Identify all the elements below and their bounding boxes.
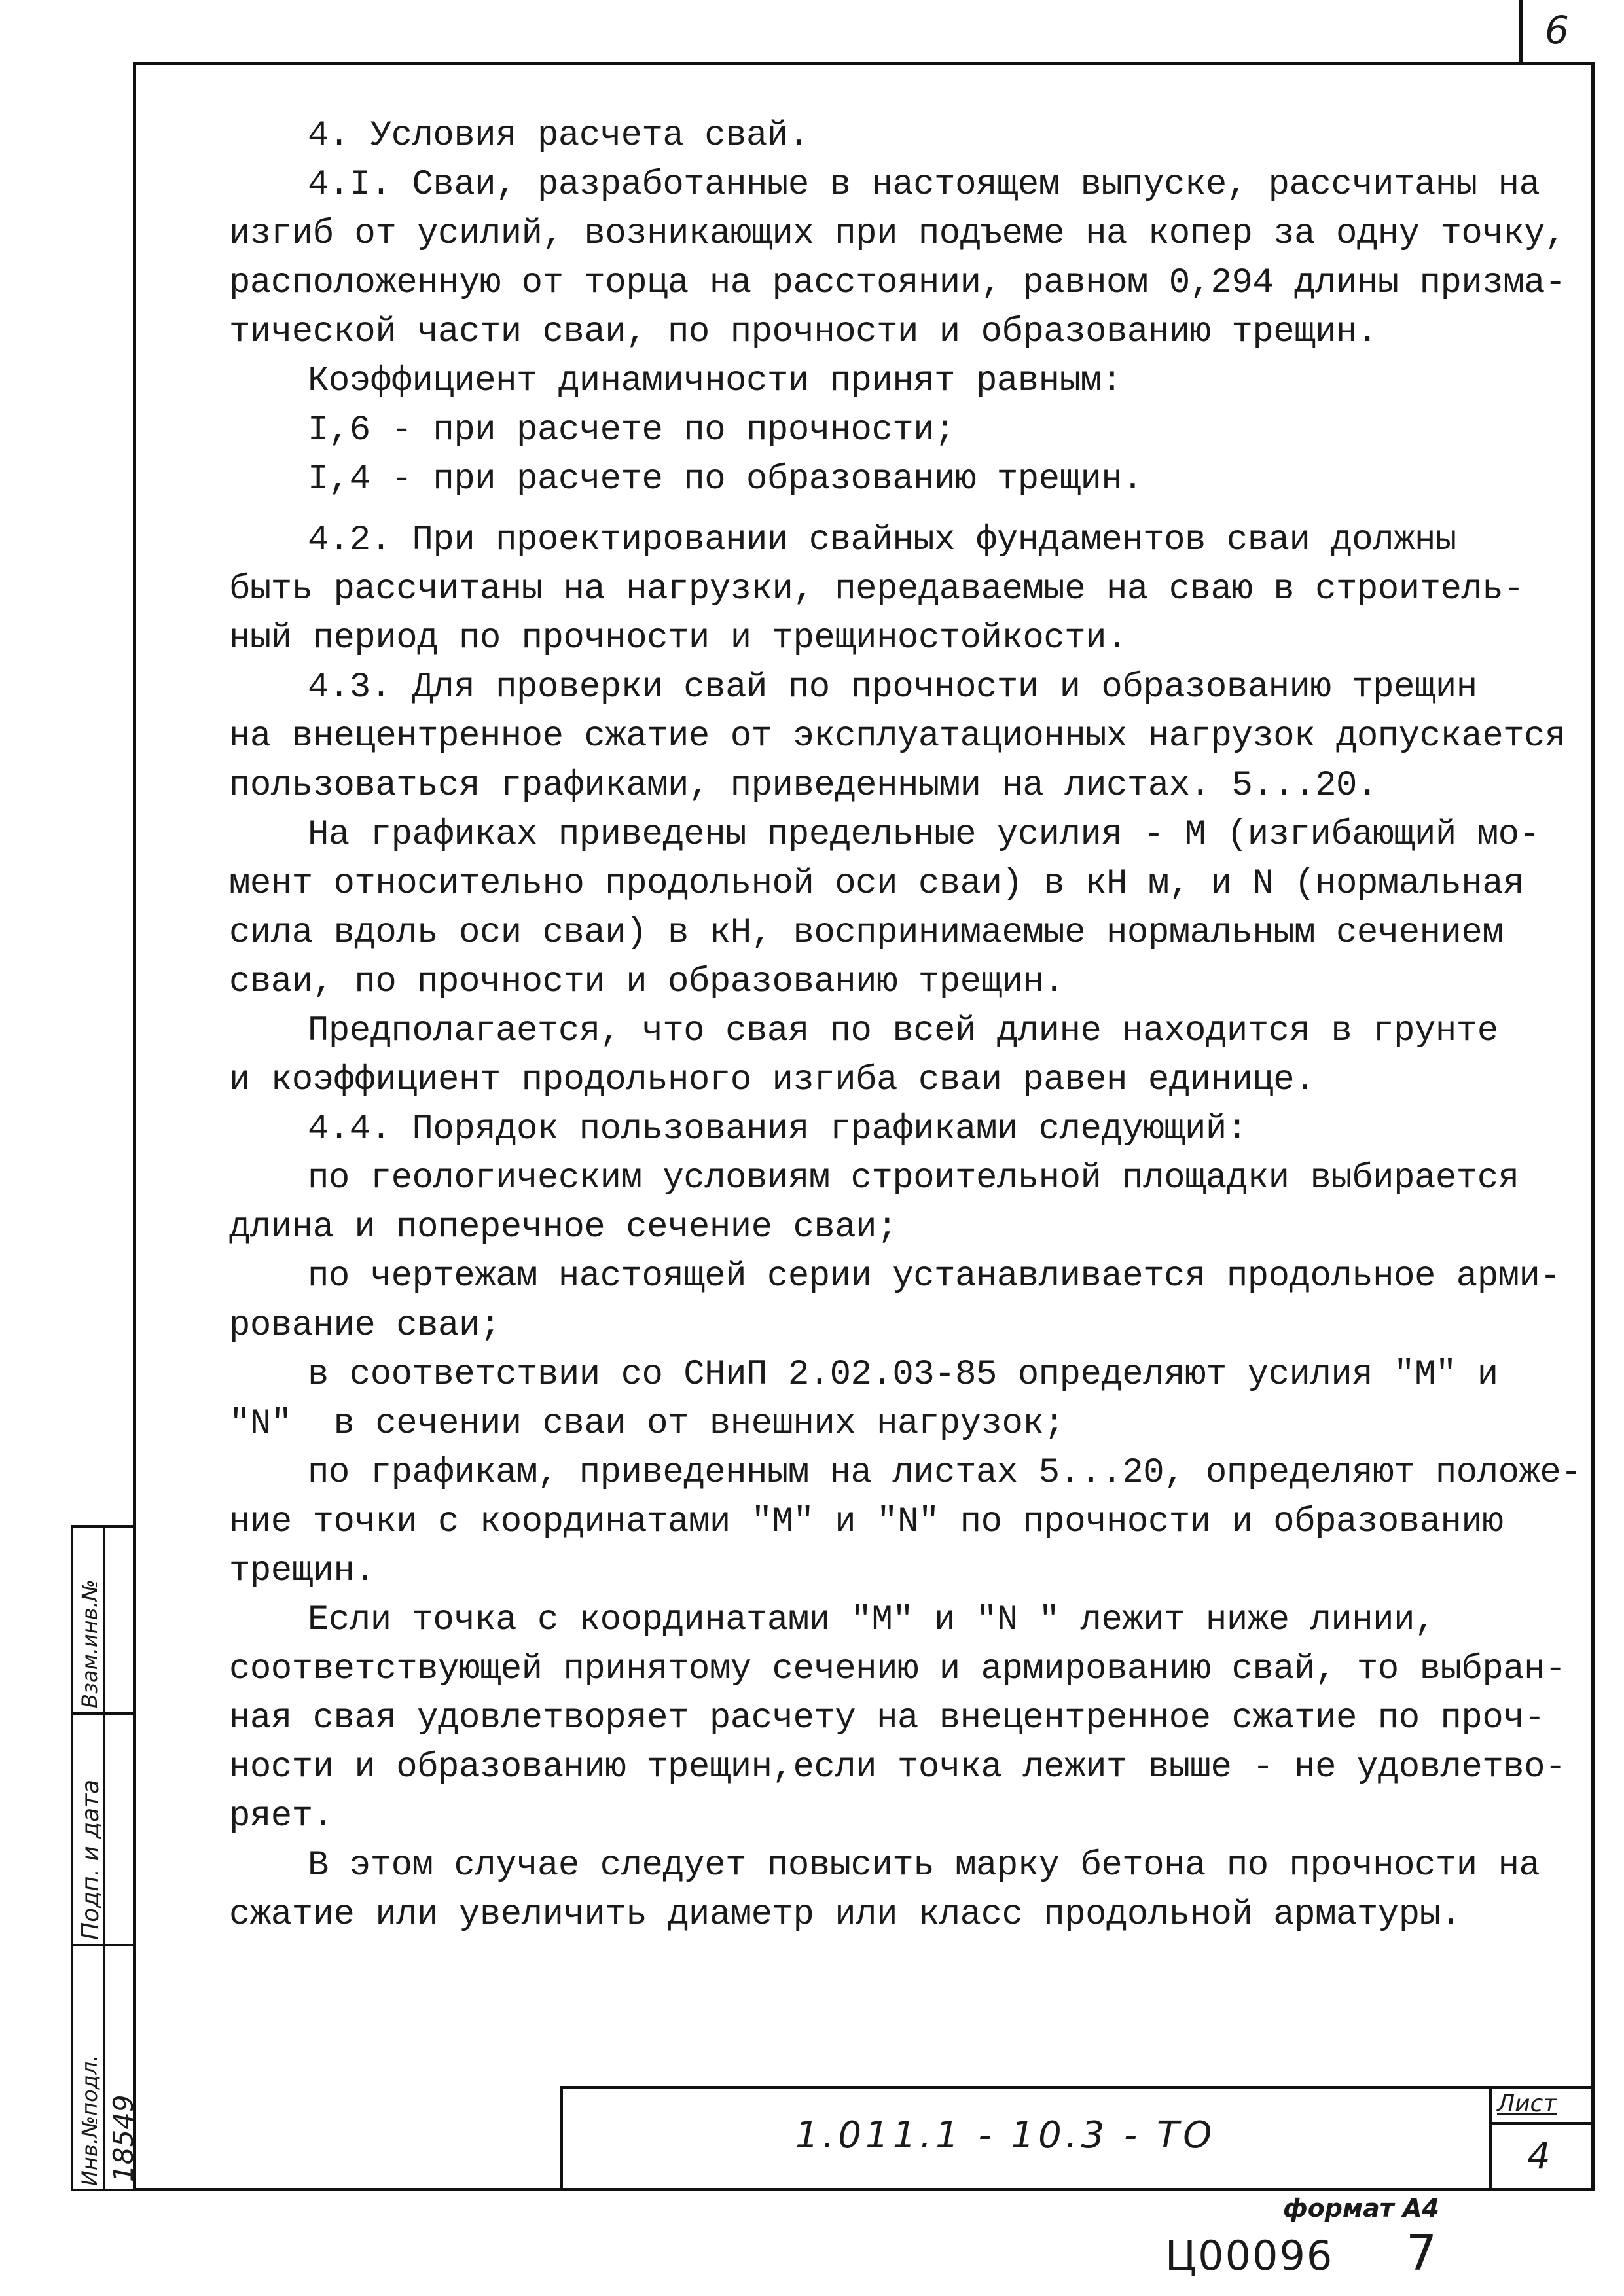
- text-line: ности и образованию трещин,если точка лежит выше - не удовлетво-: [229, 1748, 1566, 1787]
- text-line: I,4 - при расчете по образованию трещин.: [308, 459, 1144, 499]
- text-line: I,6 - при расчете по прочности;: [308, 410, 956, 450]
- text-line: соответствующей принятому сечению и армированию свай, то выбран-: [229, 1649, 1566, 1689]
- replace-inv-label: Взам.инв.№: [77, 1579, 102, 1708]
- text-line: сваи, по прочности и образованию трещин.: [229, 962, 1065, 1002]
- text-line: по геологическим условиям строительной площадки выбирается: [308, 1158, 1519, 1198]
- stamp-row-divider: [73, 1944, 133, 1946]
- sheet-label: Лист: [1497, 2090, 1557, 2117]
- title-block-divider: [1489, 2089, 1492, 2191]
- text-line: 4. Условия расчета свай.: [308, 116, 809, 156]
- text-line: пользоваться графиками, приведенными на листах. 5...20.: [229, 766, 1378, 806]
- text-line: по чертежам настоящей серии устанавливается продольное арми-: [308, 1257, 1561, 1297]
- text-line: На графиках приведены предельные усилия - М (изгибающий мо-: [308, 815, 1540, 855]
- title-block-divider: [560, 2089, 563, 2191]
- archive-page-number: 7: [1406, 2225, 1437, 2282]
- text-line: "N" в сечении сваи от внешних нагрузок;: [229, 1404, 1065, 1444]
- text-line: сила вдоль оси сваи) в кН, воспринимаемые нормальным сечением: [229, 913, 1504, 953]
- text-line: тической части сваи, по прочности и образованию трещин.: [229, 312, 1378, 352]
- text-line: расположенную от торца на расстоянии, равном 0,294 длины призма-: [229, 263, 1566, 303]
- text-line: 4.3. Для проверки свай по прочности и образованию трещин: [308, 668, 1477, 708]
- text-line: ние точки с координатами "М" и "N" по прочности и образованию: [229, 1502, 1504, 1542]
- text-line: 4.I. Сваи, разработанные в настоящем выпуске, рассчитаны на: [308, 165, 1540, 205]
- format-label: формат А4: [1283, 2194, 1439, 2223]
- title-block: [560, 2086, 1595, 2191]
- corner-sheet-number: 6: [1545, 8, 1569, 52]
- text-line: длина и поперечное сечение сваи;: [229, 1208, 897, 1247]
- text-line: в соответствии со СНиП 2.02.03-85 определяют усилия "М" и: [308, 1355, 1498, 1395]
- text-line: ряет.: [229, 1797, 334, 1837]
- text-line: сжатие или увеличить диаметр или класс продольной арматуры.: [229, 1895, 1462, 1935]
- text-line: на внецентренное сжатие от эксплуатационных нагрузок допускается: [229, 717, 1566, 757]
- text-line: трещин.: [229, 1551, 376, 1591]
- text-line: 4.2. При проектировании свайных фундаментов сваи должны: [308, 520, 1456, 560]
- inv-no-value: 18549: [107, 2094, 139, 2182]
- document-code: 1.011.1 - 10.3 - ТО: [795, 2114, 1216, 2157]
- text-line: ная свая удовлетворяет расчету на внецентренное сжатие по проч-: [229, 1698, 1545, 1738]
- left-stamp-column: [71, 1525, 139, 2191]
- text-line: рование сваи;: [229, 1306, 501, 1346]
- text-line: изгиб от усилий, возникающих при подъеме на копер за одну точку,: [229, 214, 1566, 254]
- text-line: 4.4. Порядок пользования графиками следующий:: [308, 1109, 1248, 1149]
- archive-number: Ц00096: [1165, 2232, 1334, 2280]
- text-line: по графикам, приведенным на листах 5...20, определяют положе-: [308, 1453, 1582, 1493]
- text-line: и коэффициент продольного изгиба сваи равен единице.: [229, 1060, 1316, 1100]
- title-block-divider: [1489, 2122, 1595, 2125]
- stamp-row-divider: [73, 1712, 133, 1715]
- text-line: мент относительно продольной оси сваи) в кН м, и N (нормальная: [229, 864, 1525, 904]
- text-line: Если точка с координатами "М" и "N " лежит ниже линии,: [308, 1600, 1435, 1640]
- text-line: ный период по прочности и трещиностойкости.: [229, 619, 1127, 658]
- document-body: [229, 111, 1582, 1939]
- text-line: Коэффициент динамичности принят равным:: [308, 361, 1123, 401]
- text-line: Предполагается, что свая по всей длине находится в грунте: [308, 1011, 1498, 1051]
- sign-date-label: Подп. и дата: [77, 1779, 104, 1940]
- text-line: В этом случае следует повысить марку бетона по прочности на: [308, 1846, 1540, 1886]
- inv-no-label: Инв.№подл.: [77, 2054, 102, 2186]
- sheet-number: 4: [1527, 2135, 1551, 2178]
- corner-divider: [1519, 0, 1523, 62]
- text-line: быть рассчитаны на нагрузки, передаваемые на сваю в строитель-: [229, 569, 1525, 609]
- paragraph-gap: [229, 504, 1545, 516]
